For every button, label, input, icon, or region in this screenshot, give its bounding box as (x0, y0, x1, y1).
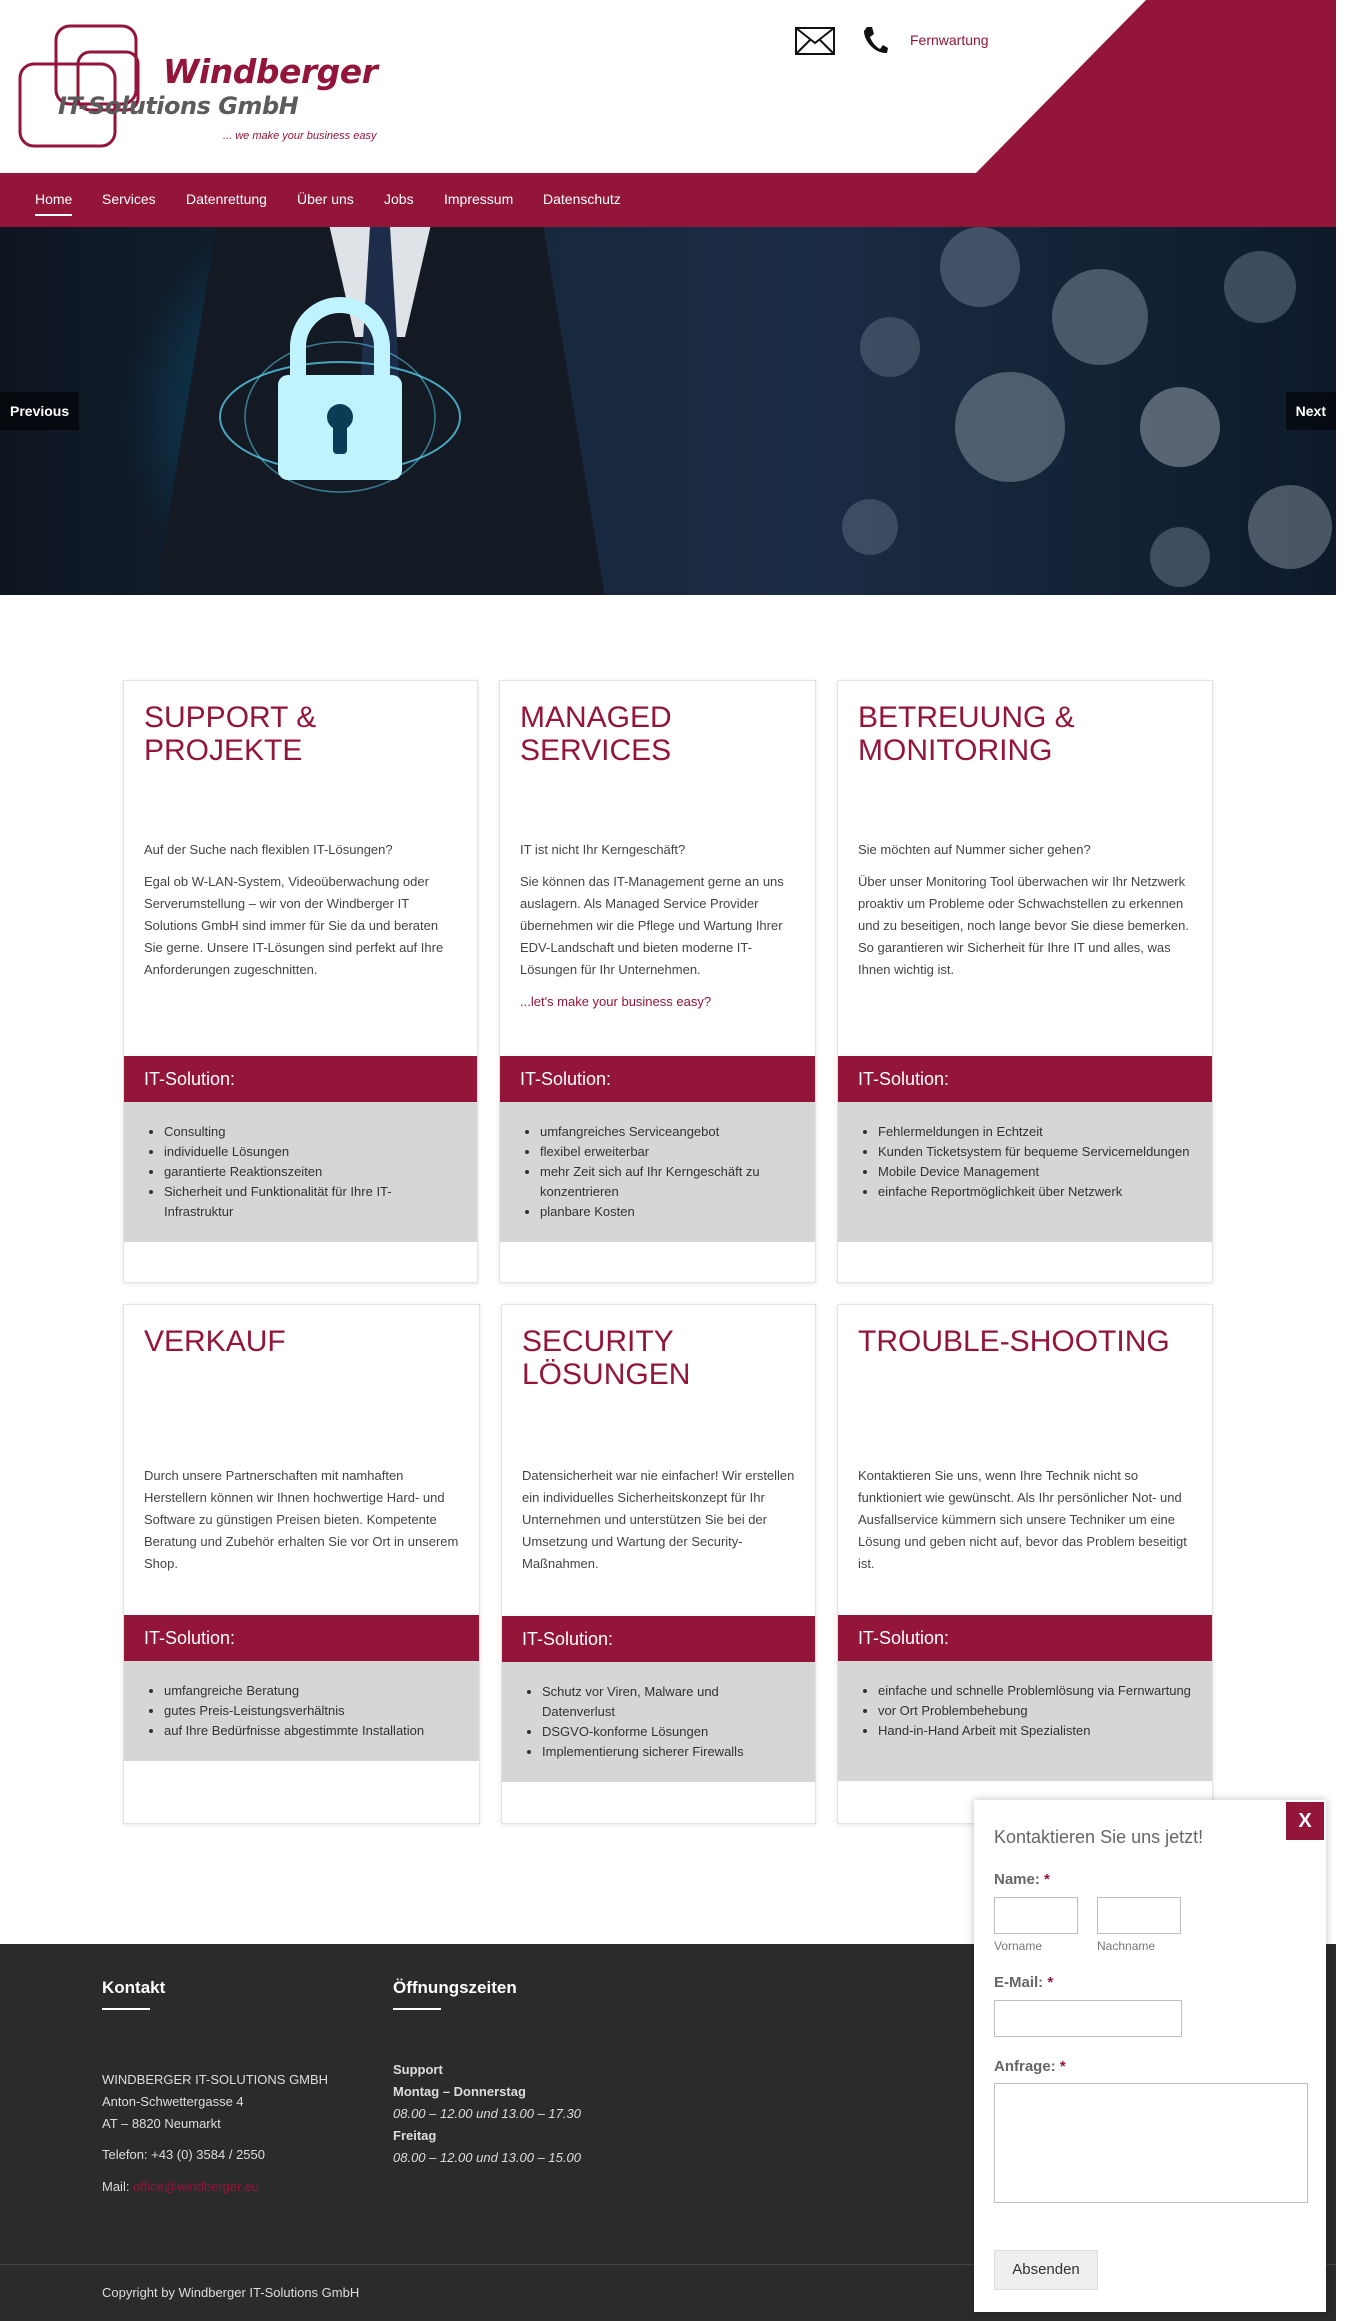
popup-close-button[interactable]: X (1286, 1802, 1324, 1840)
solution-list (500, 1102, 815, 1242)
site-header (0, 0, 1336, 173)
main-navigation (0, 173, 1336, 227)
card-title: SECURITY LÖSUNGEN (522, 1325, 691, 1391)
solution-list (502, 1662, 815, 1782)
footer-friday-hours: 08.00 – 12.00 und 13.00 – 15.00 (393, 2150, 581, 2165)
card-title: SUPPORT & PROJEKTE (144, 701, 317, 767)
nav-item-impressum[interactable]: Impressum (444, 191, 514, 207)
mail-icon[interactable] (795, 27, 835, 55)
card-text (144, 839, 457, 991)
card-text (522, 1465, 795, 1585)
card-body: Sie können das IT-Management gerne an uns auslagern. Als Managed Service Provider übernehmen wir die Pflege und Wartung Ihrer EDV-Landschaft und bieten moderne IT-Lösungen für Ihr Unternehmen. (520, 874, 784, 977)
nav-item-jobs[interactable]: Jobs (384, 191, 414, 207)
footer-contact-heading: Kontakt (102, 1978, 166, 1997)
phone-icon[interactable] (862, 25, 888, 55)
list-item: • garantierte Reaktionszeiten (164, 1162, 457, 1182)
footer-hours-heading: Öffnungszeiten (393, 1978, 517, 1997)
card-intro: IT ist nicht Ihr Kerngeschäft? (520, 842, 686, 857)
first-name-sublabel: Vorname (994, 1939, 1043, 1953)
company-logo[interactable] (18, 22, 378, 152)
list-item: • Mobile Device Management (878, 1162, 1192, 1182)
list-item: • DSGVO-konforme Lösungen (542, 1722, 795, 1742)
footer-mail: Mail: office@windberger.eu (102, 2179, 259, 2194)
logo-title: Windberger (163, 52, 378, 91)
service-card (123, 680, 478, 1283)
slider-next-button[interactable]: Next (1286, 392, 1336, 430)
last-name-sublabel: Nachname (1097, 1939, 1156, 1953)
card-intro: Sie möchten auf Nummer sicher gehen? (858, 842, 1091, 857)
nav-item-services[interactable]: Services (102, 191, 156, 207)
list-item: • Kunden Ticketsystem für bequeme Servicemeldungen (878, 1142, 1192, 1162)
logo-subtitle: IT-Solutions GmbH (58, 92, 299, 120)
hero-slider (0, 227, 1336, 595)
card-text (144, 1465, 459, 1585)
list-item: • Hand-in-Hand Arbeit mit Spezialisten (878, 1721, 1192, 1741)
bokeh-decoration (0, 227, 1336, 595)
list-item: • einfache Reportmöglichkeit über Netzwerk (878, 1182, 1192, 1202)
card-body: Egal ob W-LAN-System, Videoüberwachung oder Serverumstellung – wir von der Windberger IT Solutions GmbH sind immer für Sie da und beraten Sie gerne. Unsere IT-Lösungen sind perfekt auf Ihre Anforderungen zugeschnitten. (144, 874, 444, 977)
service-card (499, 680, 816, 1283)
request-field[interactable] (994, 2083, 1308, 2203)
name-label: Name: * (994, 1871, 1050, 1888)
list-item: • gutes Preis-Leistungsverhältnis (164, 1701, 459, 1721)
solution-heading: IT-Solution: (124, 1056, 477, 1102)
list-item: • Consulting (164, 1122, 457, 1142)
solution-list (838, 1661, 1212, 1781)
nav-item-home[interactable]: Home (35, 191, 73, 207)
email-label: E-Mail: * (994, 1974, 1054, 1991)
card-text (858, 1465, 1192, 1585)
footer-weekdays-hours: 08.00 – 12.00 und 13.00 – 17.30 (393, 2106, 581, 2121)
solution-heading: IT-Solution: (124, 1615, 479, 1661)
solution-list (124, 1661, 479, 1761)
popup-title: Kontaktieren Sie uns jetzt! (994, 1827, 1204, 1847)
remote-support-link[interactable]: Fernwartung (910, 32, 989, 48)
submit-button[interactable]: Absenden (994, 2250, 1098, 2290)
list-item: • Sicherheit und Funktionalität für Ihre IT-Infrastruktur (164, 1182, 457, 1222)
solution-list (838, 1102, 1212, 1242)
footer-company: WINDBERGER IT-SOLUTIONS GMBH (102, 2072, 329, 2087)
list-item: • umfangreiche Beratung (164, 1681, 459, 1701)
list-item: • einfache und schnelle Problemlösung via Fernwartung (878, 1681, 1192, 1701)
list-item: • mehr Zeit sich auf Ihr Kerngeschäft zu konzentrieren (540, 1162, 795, 1202)
solution-heading: IT-Solution: (838, 1615, 1212, 1661)
list-item: • Implementierung sicherer Firewalls (542, 1742, 795, 1762)
first-name-field[interactable] (994, 1897, 1078, 1934)
service-card (123, 1304, 480, 1824)
footer-copyright: Copyright by Windberger IT-Solutions GmbH (102, 2285, 360, 2300)
contact-popup (974, 1800, 1326, 2312)
card-title: TROUBLE-SHOOTING (858, 1325, 1170, 1358)
slider-previous-button[interactable]: Previous (0, 392, 79, 430)
last-name-field[interactable] (1097, 1897, 1181, 1934)
card-title: MANAGED SERVICES (520, 701, 672, 767)
solution-list (124, 1102, 477, 1242)
nav-item-ueber-uns[interactable]: Über uns (297, 191, 354, 207)
footer-friday-label: Freitag (393, 2128, 437, 2143)
list-item: • flexibel erweiterbar (540, 1142, 795, 1162)
card-intro: Auf der Suche nach flexiblen IT-Lösungen? (144, 842, 393, 857)
list-item: • Schutz vor Viren, Malware und Datenverlust (542, 1682, 795, 1722)
nav-item-datenrettung[interactable]: Datenrettung (186, 191, 267, 207)
list-item: • individuelle Lösungen (164, 1142, 457, 1162)
solution-heading: IT-Solution: (502, 1616, 815, 1662)
list-item: • auf Ihre Bedürfnisse abgestimmte Installation (164, 1721, 459, 1741)
card-text (858, 839, 1192, 991)
card-text (520, 839, 795, 1023)
service-card (837, 680, 1213, 1283)
list-item: • umfangreiches Serviceangebot (540, 1122, 795, 1142)
card-title: VERKAUF (144, 1325, 286, 1358)
card-title: BETREUUNG & MONITORING (858, 701, 1075, 767)
footer-city: AT – 8820 Neumarkt (102, 2116, 221, 2131)
header-decoration (956, 0, 1336, 173)
card-body: Durch unsere Partnerschaften mit namhaften Herstellern können wir Ihnen hochwertige Hard- und Software zu günstigen Preisen bieten. Kompetente Beratung und Zubehör erhalten Sie vor Ort in unserem Shop. (144, 1468, 459, 1571)
list-item: • Fehlermeldungen in Echtzeit (878, 1122, 1192, 1142)
request-label: Anfrage: * (994, 2058, 1066, 2075)
footer-street: Anton-Schwettergasse 4 (102, 2094, 244, 2109)
footer-phone: Telefon: +43 (0) 3584 / 2550 (102, 2147, 265, 2162)
card-body: Über unser Monitoring Tool überwachen wir Ihr Netzwerk proaktiv um Probleme oder Schwachstellen zu erkennen und zu beseitigen, noch lange bevor Sie diese bemerken. So garantieren wir Sicherheit für Ihre IT und alles, was Ihnen wichtig ist. (858, 874, 1189, 977)
solution-heading: IT-Solution: (500, 1056, 815, 1102)
nav-item-datenschutz[interactable]: Datenschutz (543, 191, 621, 207)
footer-mail-link[interactable]: office@windberger.eu (133, 2179, 259, 2194)
footer-support-label: Support (393, 2062, 443, 2077)
email-field[interactable] (994, 2000, 1182, 2037)
card-slogan: ...let's make your business easy? (520, 994, 712, 1009)
solution-heading: IT-Solution: (838, 1056, 1212, 1102)
list-item: • vor Ort Problembehebung (878, 1701, 1192, 1721)
logo-slogan: ... we make your business easy (223, 130, 377, 142)
footer-weekdays-label: Montag – Donnerstag (393, 2084, 526, 2099)
card-body: Kontaktieren Sie uns, wenn Ihre Technik nicht so funktioniert wie gewünscht. Als Ihr persönlicher Not- und Ausfallservice kümmern sich unsere Techniker um eine Lösung und geben nicht auf, bevor das Problem beseitigt ist. (858, 1468, 1187, 1571)
service-card (837, 1304, 1213, 1824)
card-body: Datensicherheit war nie einfacher! Wir erstellen ein individuelles Sicherheitskonzept für Ihr Unternehmen und unterstützen Sie bei der Umsetzung und Wartung der Security-Maßnahmen. (522, 1468, 795, 1571)
list-item: • planbare Kosten (540, 1202, 795, 1222)
service-card (501, 1304, 816, 1824)
